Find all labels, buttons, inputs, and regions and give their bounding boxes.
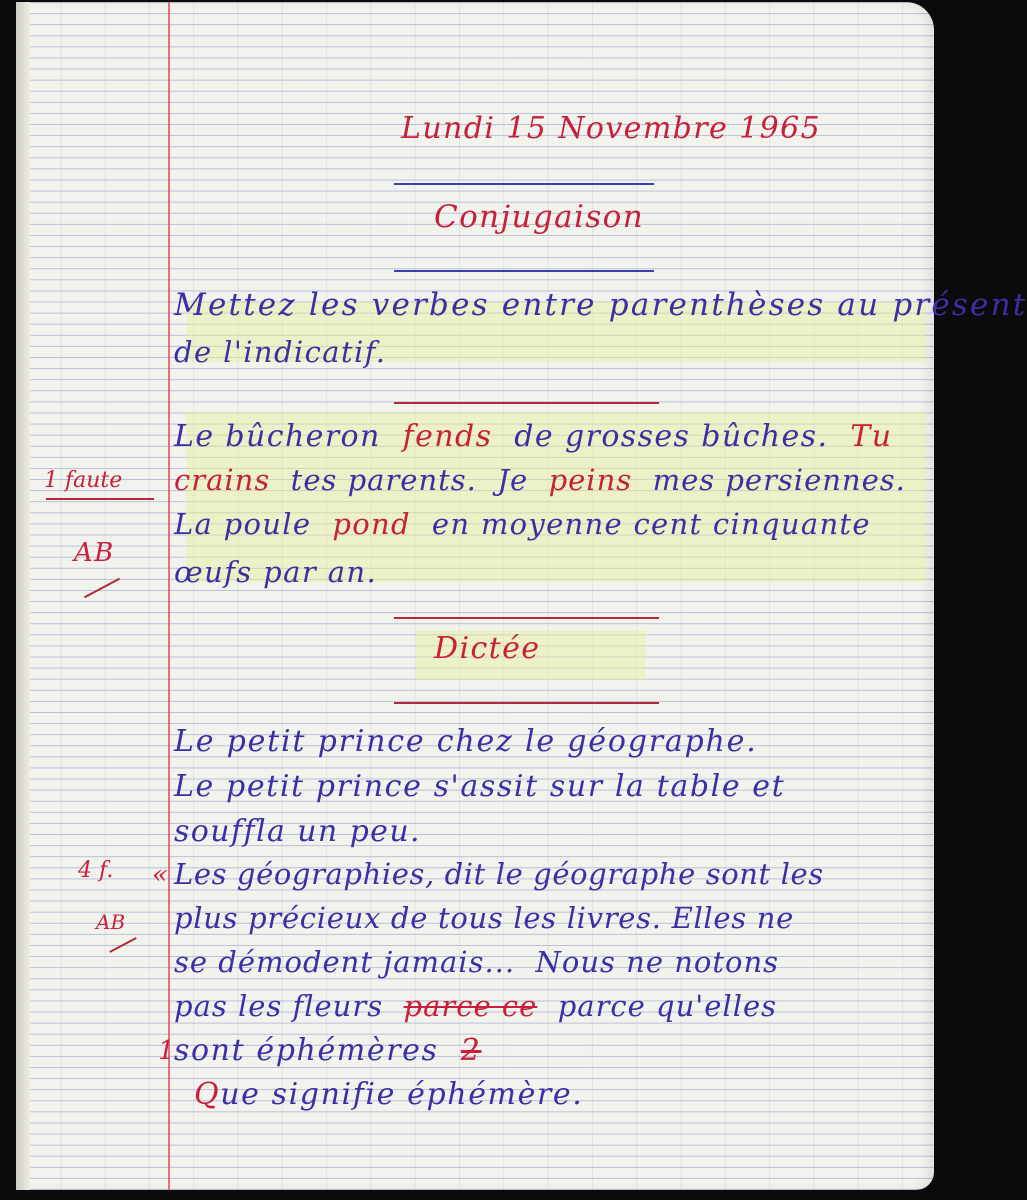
title-underline [394,270,654,272]
dictation-struck-words: parce ce [403,989,538,1023]
section-rule-1 [394,402,659,404]
exercise-line-4: œufs par an. [174,555,378,589]
date-heading: Lundi 15 Novembre 1965 [401,111,822,146]
dictation-line-7 [174,989,778,1023]
margin-line [168,2,170,1190]
instruction-line-2: de l'indicatif. [174,335,387,369]
dictee-title: Dictée [434,631,541,666]
exercise-line-1-start: Le bûcheron [174,419,381,454]
exercise-line-3-end: en moyenne cent cinquante [431,507,871,541]
notebook-binding [16,2,30,1190]
notebook-page [16,2,1027,1190]
dictation-line-9-initial: Q [194,1077,221,1112]
dictation-line-9 [194,1077,584,1112]
date-underline [394,183,654,185]
margin-grade-2: AB [96,910,126,934]
dictation-line-5: plus précieux de tous les livres. Elles ne [174,901,795,935]
exercise-verb-2: crains [174,463,271,497]
margin-faute-underline [46,498,154,500]
dictation-line-8 [174,1033,482,1068]
exercise-line-3 [174,507,871,541]
dictation-line-7-start: pas les fleurs [174,989,384,1023]
exercise-line-1 [174,419,893,454]
page-title: Conjugaison [434,199,645,235]
dictation-line-2: Le petit prince s'assit sur la table et [174,769,786,804]
section-rule-2 [394,617,659,619]
dictation-line-1: Le petit prince chez le géographe. [174,724,758,759]
instruction-line-1: Mettez les verbes entre parenthèses au présent [174,287,1027,323]
dictation-line-6-start: se démodent jamais... [174,945,516,979]
dictation-line-8-mark: 2 [460,1033,482,1068]
exercise-line-1-next: Tu [850,419,893,454]
margin-grade-2-tick [109,937,136,953]
dictation-line-4: Les géographies, dit le géographe sont les [174,857,824,891]
dictation-line-7-end: parce qu'elles [557,989,778,1023]
exercise-verb-4: pond [332,507,411,541]
margin-arrow: « [152,860,170,890]
exercise-line-2-mid: tes parents. [290,463,477,497]
exercise-line-2 [174,463,906,497]
exercise-line-1-end: de grosses bûches. [514,419,829,454]
dictation-line-9-text: ue signifie éphémère. [220,1077,584,1112]
margin-errors: 4 f. [78,858,114,883]
section-rule-3 [394,702,659,704]
exercise-verb-1: fends [402,419,493,454]
margin-line-number: 1 [158,1036,176,1066]
margin-faute: 1 faute [44,468,123,493]
dictation-line-6-end: Nous ne notons [535,945,780,979]
exercise-line-2-end: mes persiennes. [652,463,906,497]
margin-grade-1: AB [74,538,115,568]
dictation-line-8-text: sont éphémères [174,1033,439,1068]
exercise-verb-3: peins [548,463,633,497]
dictation-line-3: souffla un peu. [174,814,421,849]
exercise-line-3-start: La poule [174,507,312,541]
margin-grade-1-tick [84,578,120,599]
exercise-line-2-je: Je [497,463,529,497]
dictation-line-6 [174,945,780,979]
